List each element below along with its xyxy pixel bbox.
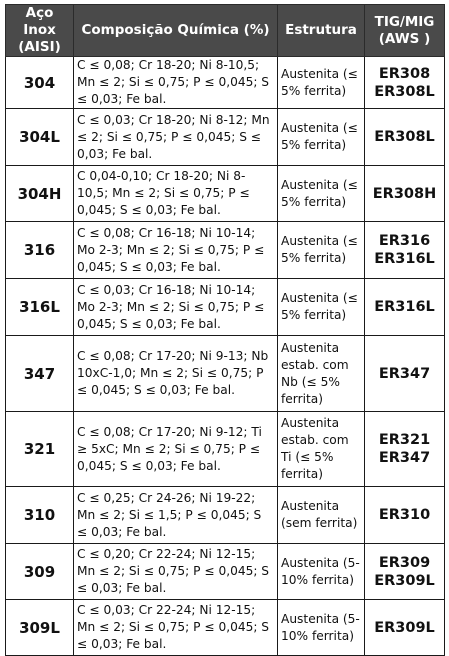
filler-cell	[365, 336, 445, 412]
header-row	[6, 5, 445, 57]
filler-cell	[365, 279, 445, 336]
filler-cell	[365, 412, 445, 487]
filler-cell	[365, 57, 445, 109]
filler-value: ER310	[378, 507, 431, 523]
filler-cell	[365, 222, 445, 279]
table-row	[6, 279, 445, 336]
filler-value: ER316L	[374, 299, 435, 315]
table-row	[6, 544, 445, 600]
aisi-cell: 304L	[6, 109, 74, 166]
composition-cell: C ≤ 0,20; Cr 22-24; Ni 12-15; Mn ≤ 2; Si ≤ 0,75; P ≤ 0,045; S ≤ 0,03; Fe bal.	[74, 544, 278, 600]
table-row	[6, 166, 445, 222]
composition-cell: C ≤ 0,08; Cr 17-20; Ni 9-12; Ti ≥ 5xC; Mn ≤ 2; Si ≤ 0,75; P ≤ 0,045; S ≤ 0,03; Fe bal.	[74, 412, 278, 487]
filler-cell	[365, 600, 445, 656]
filler-cell	[365, 109, 445, 166]
aisi-cell: 309L	[6, 600, 74, 656]
structure-cell: Austenita (≤ 5% ferrita)	[278, 57, 365, 109]
table-row	[6, 222, 445, 279]
composition-cell: C ≤ 0,08; Cr 17-20; Ni 9-13; Nb 10xC-1,0; Mn ≤ 2; Si ≤ 0,75; P ≤ 0,045; S ≤ 0,03; Fe bal.	[74, 336, 278, 412]
filler-cell	[365, 544, 445, 600]
composition-cell: C ≤ 0,08; Cr 18-20; Ni 8-10,5; Mn ≤ 2; Si ≤ 0,75; P ≤ 0,045; S ≤ 0,03; Fe bal.	[74, 57, 278, 109]
steel-table-container	[5, 4, 445, 656]
table-body	[6, 57, 445, 656]
filler-value: ER347	[378, 365, 431, 382]
filler-cell	[365, 487, 445, 544]
filler-value: ER308H	[372, 185, 437, 202]
filler-value: ER309	[378, 554, 431, 571]
filler-cell	[365, 166, 445, 222]
aisi-cell: 309	[6, 544, 74, 600]
structure-cell: Austenita (≤ 5% ferrita)	[278, 109, 365, 166]
header-aisi: Aço Inox (AISI)	[6, 5, 74, 57]
table-row	[6, 412, 445, 487]
filler-value: ER316	[378, 233, 431, 249]
stainless-steel-table	[5, 4, 445, 656]
composition-cell: C ≤ 0,08; Cr 16-18; Ni 10-14; Mo 2-3; Mn ≤ 2; Si ≤ 0,75; P ≤ 0,045; S ≤ 0,03; Fe bal.	[74, 222, 278, 279]
header-composition: Composição Química (%)	[74, 5, 278, 57]
filler-value: ER316L	[374, 251, 435, 267]
composition-cell: C 0,04-0,10; Cr 18-20; Ni 8-10,5; Mn ≤ 2; Si ≤ 0,75; P ≤ 0,045; S ≤ 0,03; Fe bal.	[74, 166, 278, 222]
filler-value: ER347	[378, 450, 431, 466]
table-row	[6, 57, 445, 109]
structure-cell: Austenita (≤ 5% ferrita)	[278, 166, 365, 222]
composition-cell: C ≤ 0,25; Cr 24-26; Ni 19-22; Mn ≤ 2; Si ≤ 1,5; P ≤ 0,045; S ≤ 0,03; Fe bal.	[74, 487, 278, 544]
aisi-cell: 316L	[6, 279, 74, 336]
structure-cell: Austenita (sem ferrita)	[278, 487, 365, 544]
structure-cell: Austenita (≤ 5% ferrita)	[278, 222, 365, 279]
structure-cell: Austenita (≤ 5% ferrita)	[278, 279, 365, 336]
header-structure: Estrutura	[278, 5, 365, 57]
table-row	[6, 336, 445, 412]
composition-cell: C ≤ 0,03; Cr 22-24; Ni 12-15; Mn ≤ 2; Si ≤ 0,75; P ≤ 0,045; S ≤ 0,03; Fe bal.	[74, 600, 278, 656]
composition-cell: C ≤ 0,03; Cr 16-18; Ni 10-14; Mo 2-3; Mn ≤ 2; Si ≤ 0,75; P ≤ 0,045; S ≤ 0,03; Fe bal.	[74, 279, 278, 336]
aisi-cell: 304H	[6, 166, 74, 222]
aisi-cell: 347	[6, 336, 74, 412]
filler-value: ER309L	[374, 619, 435, 636]
filler-value: ER308L	[374, 83, 435, 100]
composition-cell: C ≤ 0,03; Cr 18-20; Ni 8-12; Mn ≤ 2; Si ≤ 0,75; P ≤ 0,045; S ≤ 0,03; Fe bal.	[74, 109, 278, 166]
structure-cell: Austenita estab. com Nb (≤ 5% ferrita)	[278, 336, 365, 412]
header-filler: TIG/MIG (AWS )	[365, 5, 445, 57]
filler-value: ER321	[378, 432, 431, 448]
table-header	[6, 5, 445, 57]
aisi-cell: 310	[6, 487, 74, 544]
structure-cell: Austenita (5-10% ferrita)	[278, 600, 365, 656]
filler-value: ER308	[378, 65, 431, 82]
structure-cell: Austenita (5-10% ferrita)	[278, 544, 365, 600]
aisi-cell: 316	[6, 222, 74, 279]
table-row	[6, 109, 445, 166]
structure-cell: Austenita estab. com Ti (≤ 5% ferrita)	[278, 412, 365, 487]
aisi-cell: 304	[6, 57, 74, 109]
filler-value: ER309L	[374, 572, 435, 589]
aisi-cell: 321	[6, 412, 74, 487]
filler-value: ER308L	[374, 129, 435, 145]
table-row	[6, 600, 445, 656]
table-row	[6, 487, 445, 544]
